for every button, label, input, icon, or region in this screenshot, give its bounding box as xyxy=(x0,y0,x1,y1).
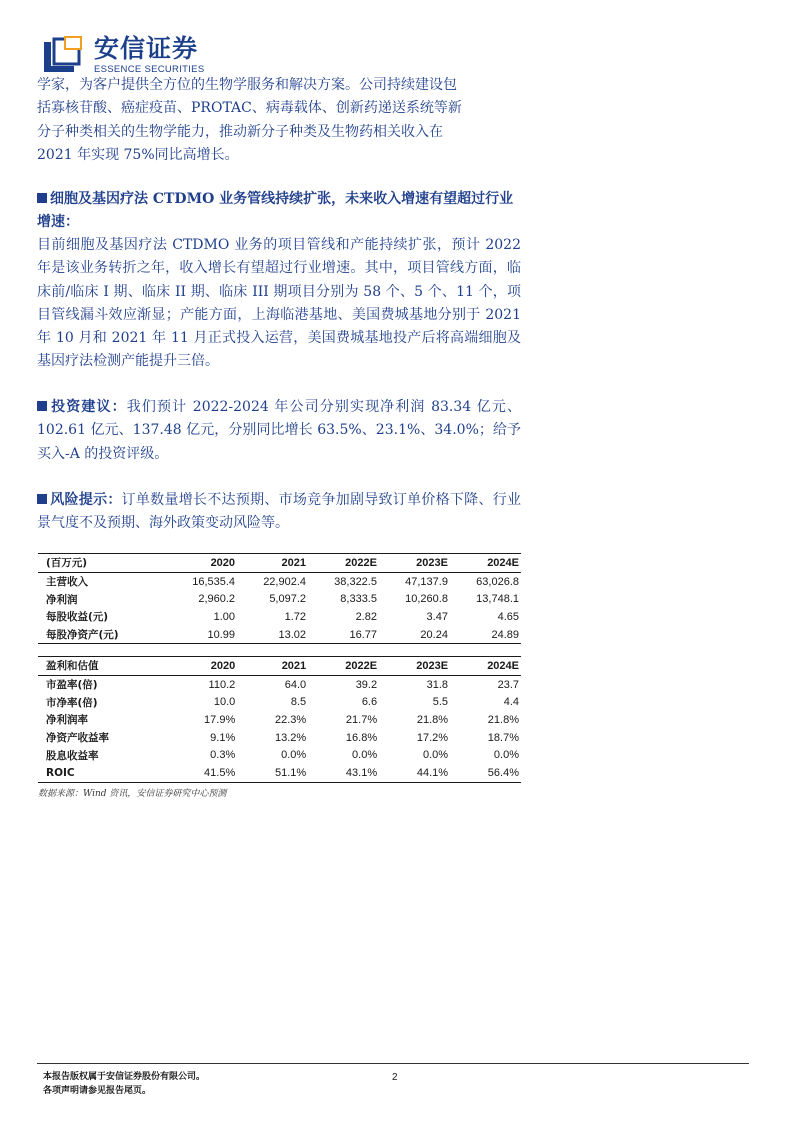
table-header-row xyxy=(38,554,521,573)
table-cell: 51.1% xyxy=(237,764,308,782)
section-body-cell-gene: 目前细胞及基因疗法 CTDMO 业务的项目管线和产能持续扩张，预计 2022 年是该业务转折之年，收入增长有望超过行业增速。其中，项目管线方面，临床前/临床 I 期、临床 II 期、临床 III 期项目分别为 58 个、5 个、11 个，项目管线漏斗效应渐显；产能方面，上海临港基地、美国费城基地分别于 2021 年 10 月和 2021 年 11 月正式投入运营，美国费城基地投产后将高端细胞及基因疗法检测产能提升三倍。 xyxy=(37,237,521,370)
footer-line: 本报告版权属于安信证券股份有限公司。 xyxy=(43,1072,206,1082)
table-cell: 39.2 xyxy=(355,678,378,691)
table-cell: 8.5 xyxy=(290,696,307,709)
table-cell: 16,535.4 xyxy=(192,575,236,588)
table-header-cell: 2022E xyxy=(308,657,379,676)
table-cell: 10,260.8 xyxy=(405,593,448,606)
table-cell: 13,748.1 xyxy=(476,593,519,606)
intro-line: 分子种类相关的生物学能力，推动新分子种类及生物药相关收入在 xyxy=(37,123,443,140)
intro-line: 2021 年实现 75%同比高增长。 xyxy=(37,146,239,163)
table-cell: 17.2% xyxy=(416,731,449,744)
table-cell: 0.0% xyxy=(422,749,449,762)
table-cell: 38,322.5 xyxy=(334,575,377,588)
intro-line: 学家，为客户提供全方位的生物学服务和解决方案。公司持续建设包 xyxy=(37,77,457,93)
bullet-square-icon xyxy=(37,193,47,203)
row-label: ROIC xyxy=(38,764,166,782)
risk-paragraph xyxy=(37,489,521,536)
table-header-cell: 2020 xyxy=(166,657,237,676)
logo-chinese-name: 安信证券 xyxy=(94,34,199,63)
table-header-cell: 2021 xyxy=(237,657,308,676)
table-cell: 4.65 xyxy=(497,610,519,623)
row-label: 净利润率 xyxy=(46,714,88,727)
table-row xyxy=(38,693,521,711)
table-row xyxy=(38,764,521,782)
table-cell: 16.77 xyxy=(308,626,379,644)
table-header-cell: 2022E xyxy=(308,554,379,573)
row-label: 每股净资产(元) xyxy=(38,626,166,644)
table-cell: 22.3% xyxy=(274,713,307,726)
valuation-table xyxy=(38,656,521,783)
footer-line: 各项声明请参见报告尾页。 xyxy=(43,1086,152,1096)
table-cell: 43.1% xyxy=(308,764,379,782)
risk-label: 风险提示： xyxy=(50,492,122,508)
financial-summary-table xyxy=(38,553,521,644)
row-label: 市盈率(倍) xyxy=(46,679,98,692)
table-row xyxy=(38,608,521,626)
table-cell: 5,097.2 xyxy=(269,593,307,606)
section-heading-cell-gene xyxy=(37,188,521,234)
table-cell: 64.0 xyxy=(284,678,307,691)
table-cell: 44.1% xyxy=(379,764,450,782)
table-cell: 31.8 xyxy=(426,678,449,691)
table-cell: 10.99 xyxy=(166,626,237,644)
bullet-square-icon xyxy=(37,401,47,411)
table-cell: 10.0 xyxy=(213,696,236,709)
footer-divider xyxy=(37,1063,749,1064)
table-cell: 0.3% xyxy=(210,749,236,762)
table-header-cell: 2024E xyxy=(450,657,521,676)
page-number: 2 xyxy=(392,1072,398,1083)
table-cell: 21.8% xyxy=(487,713,519,726)
investment-advice-body: 我们预计 2022-2024 年公司分别实现净利润 83.34 亿元、102.61 亿元、137.48 亿元，分别同比增长 63.5%、23.1%、34.0%；给予买入-A 的投资评级。 xyxy=(37,399,522,462)
table-cell: 0.0% xyxy=(281,749,307,762)
table-cell: 6.6 xyxy=(361,696,378,709)
company-logo xyxy=(44,34,244,78)
table-cell: 9.1% xyxy=(210,731,236,744)
table-cell: 22,902.4 xyxy=(263,575,307,588)
table-header-cell: 2021 xyxy=(237,554,308,573)
table-cell: 5.5 xyxy=(432,696,449,709)
section-heading-text: 细胞及基因疗法 CTDMO 业务管线持续扩张，未来收入增速有望超过行业增速： xyxy=(37,191,514,230)
table-cell: 4.4 xyxy=(503,696,519,709)
table-cell: 24.89 xyxy=(450,626,521,644)
table-header-row xyxy=(38,657,521,676)
table-cell: 21.7% xyxy=(345,713,378,726)
table-header-cell: 2020 xyxy=(166,554,237,573)
table-row xyxy=(38,675,521,693)
table-cell: 2,960.2 xyxy=(198,593,236,606)
row-label: 每股收益(元) xyxy=(46,611,109,624)
table-cell: 21.8% xyxy=(416,713,449,726)
table-cell: 18.7% xyxy=(487,731,519,744)
table-cell: 17.9% xyxy=(204,713,236,726)
risk-body: 订单数量增长不达预期、市场竞争加剧导致订单价格下降、行业景气度不及预期、海外政策变动风险等。 xyxy=(37,492,522,532)
row-label: 股息收益率 xyxy=(46,749,99,762)
table-cell: 3.47 xyxy=(426,610,448,623)
table-row xyxy=(38,590,521,608)
intro-paragraph xyxy=(37,74,521,167)
table-row xyxy=(38,746,521,764)
table-cell: 13.2% xyxy=(274,731,307,744)
row-label: 净资产收益率 xyxy=(46,732,109,745)
table-cell: 56.4% xyxy=(450,764,521,782)
data-source-note: 数据来源：Wind 资讯，安信证券研究中心预测 xyxy=(38,789,227,799)
table-cell: 20.24 xyxy=(379,626,450,644)
bullet-square-icon xyxy=(37,494,47,504)
table-cell: 63,026.8 xyxy=(476,575,519,588)
table-row xyxy=(38,729,521,747)
table-cell: 1.00 xyxy=(213,610,236,623)
table-row xyxy=(38,626,521,644)
table-header-cell: 盈利和估值 xyxy=(38,657,166,676)
table-cell: 13.02 xyxy=(237,626,308,644)
table-cell: 0.0% xyxy=(493,749,519,762)
investment-advice-paragraph xyxy=(37,396,521,466)
table-cell: 23.7 xyxy=(497,678,519,691)
table-cell: 2.82 xyxy=(355,610,377,623)
table-cell: 8,333.5 xyxy=(340,593,377,606)
logo-english-name: ESSENCE SECURITIES xyxy=(94,64,205,75)
table-row xyxy=(38,711,521,729)
table-cell: 41.5% xyxy=(166,764,237,782)
table-header-cell: (百万元) xyxy=(38,554,166,573)
table-cell: 47,137.9 xyxy=(405,575,448,588)
table-row xyxy=(38,572,521,590)
table-cell: 16.8% xyxy=(345,731,378,744)
row-label: 市净率(倍) xyxy=(46,696,98,709)
row-label: 主营收入 xyxy=(46,576,88,589)
table-cell: 1.72 xyxy=(284,610,307,623)
essence-logo-icon xyxy=(44,36,82,74)
table-header-cell: 2023E xyxy=(379,657,450,676)
row-label: 净利润 xyxy=(46,593,78,606)
footer-disclaimer xyxy=(43,1070,205,1098)
table-cell: 110.2 xyxy=(208,678,236,691)
table-header-cell: 2023E xyxy=(379,554,450,573)
intro-line: 括寡核苷酸、癌症疫苗、PROTAC、病毒载体、创新药递送系统等新 xyxy=(37,100,462,117)
investment-advice-label: 投资建议： xyxy=(50,399,127,415)
table-cell: 0.0% xyxy=(352,749,378,762)
table-header-cell: 2024E xyxy=(450,554,521,573)
